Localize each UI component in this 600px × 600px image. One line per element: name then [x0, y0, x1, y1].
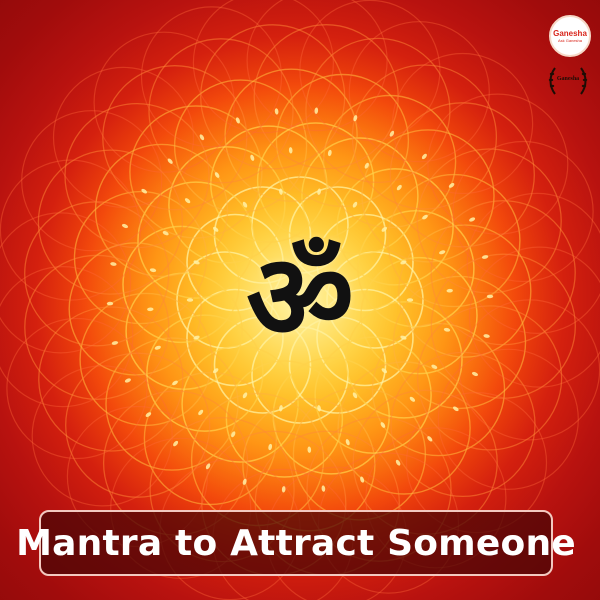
brand-logo-sub: Ask Ganesha	[557, 37, 582, 43]
award-text: Ganesha	[556, 76, 580, 82]
page-title: Mantra to Attract Someone	[16, 522, 576, 564]
award-laurel	[547, 64, 589, 98]
om-symbol: ॐ	[246, 228, 354, 366]
brand-logo-mark: Ganesha	[553, 28, 587, 38]
title-banner	[16, 510, 576, 576]
brand-logo	[549, 15, 591, 57]
sparkle-dot	[407, 298, 413, 302]
sparkle-dot	[187, 298, 193, 302]
